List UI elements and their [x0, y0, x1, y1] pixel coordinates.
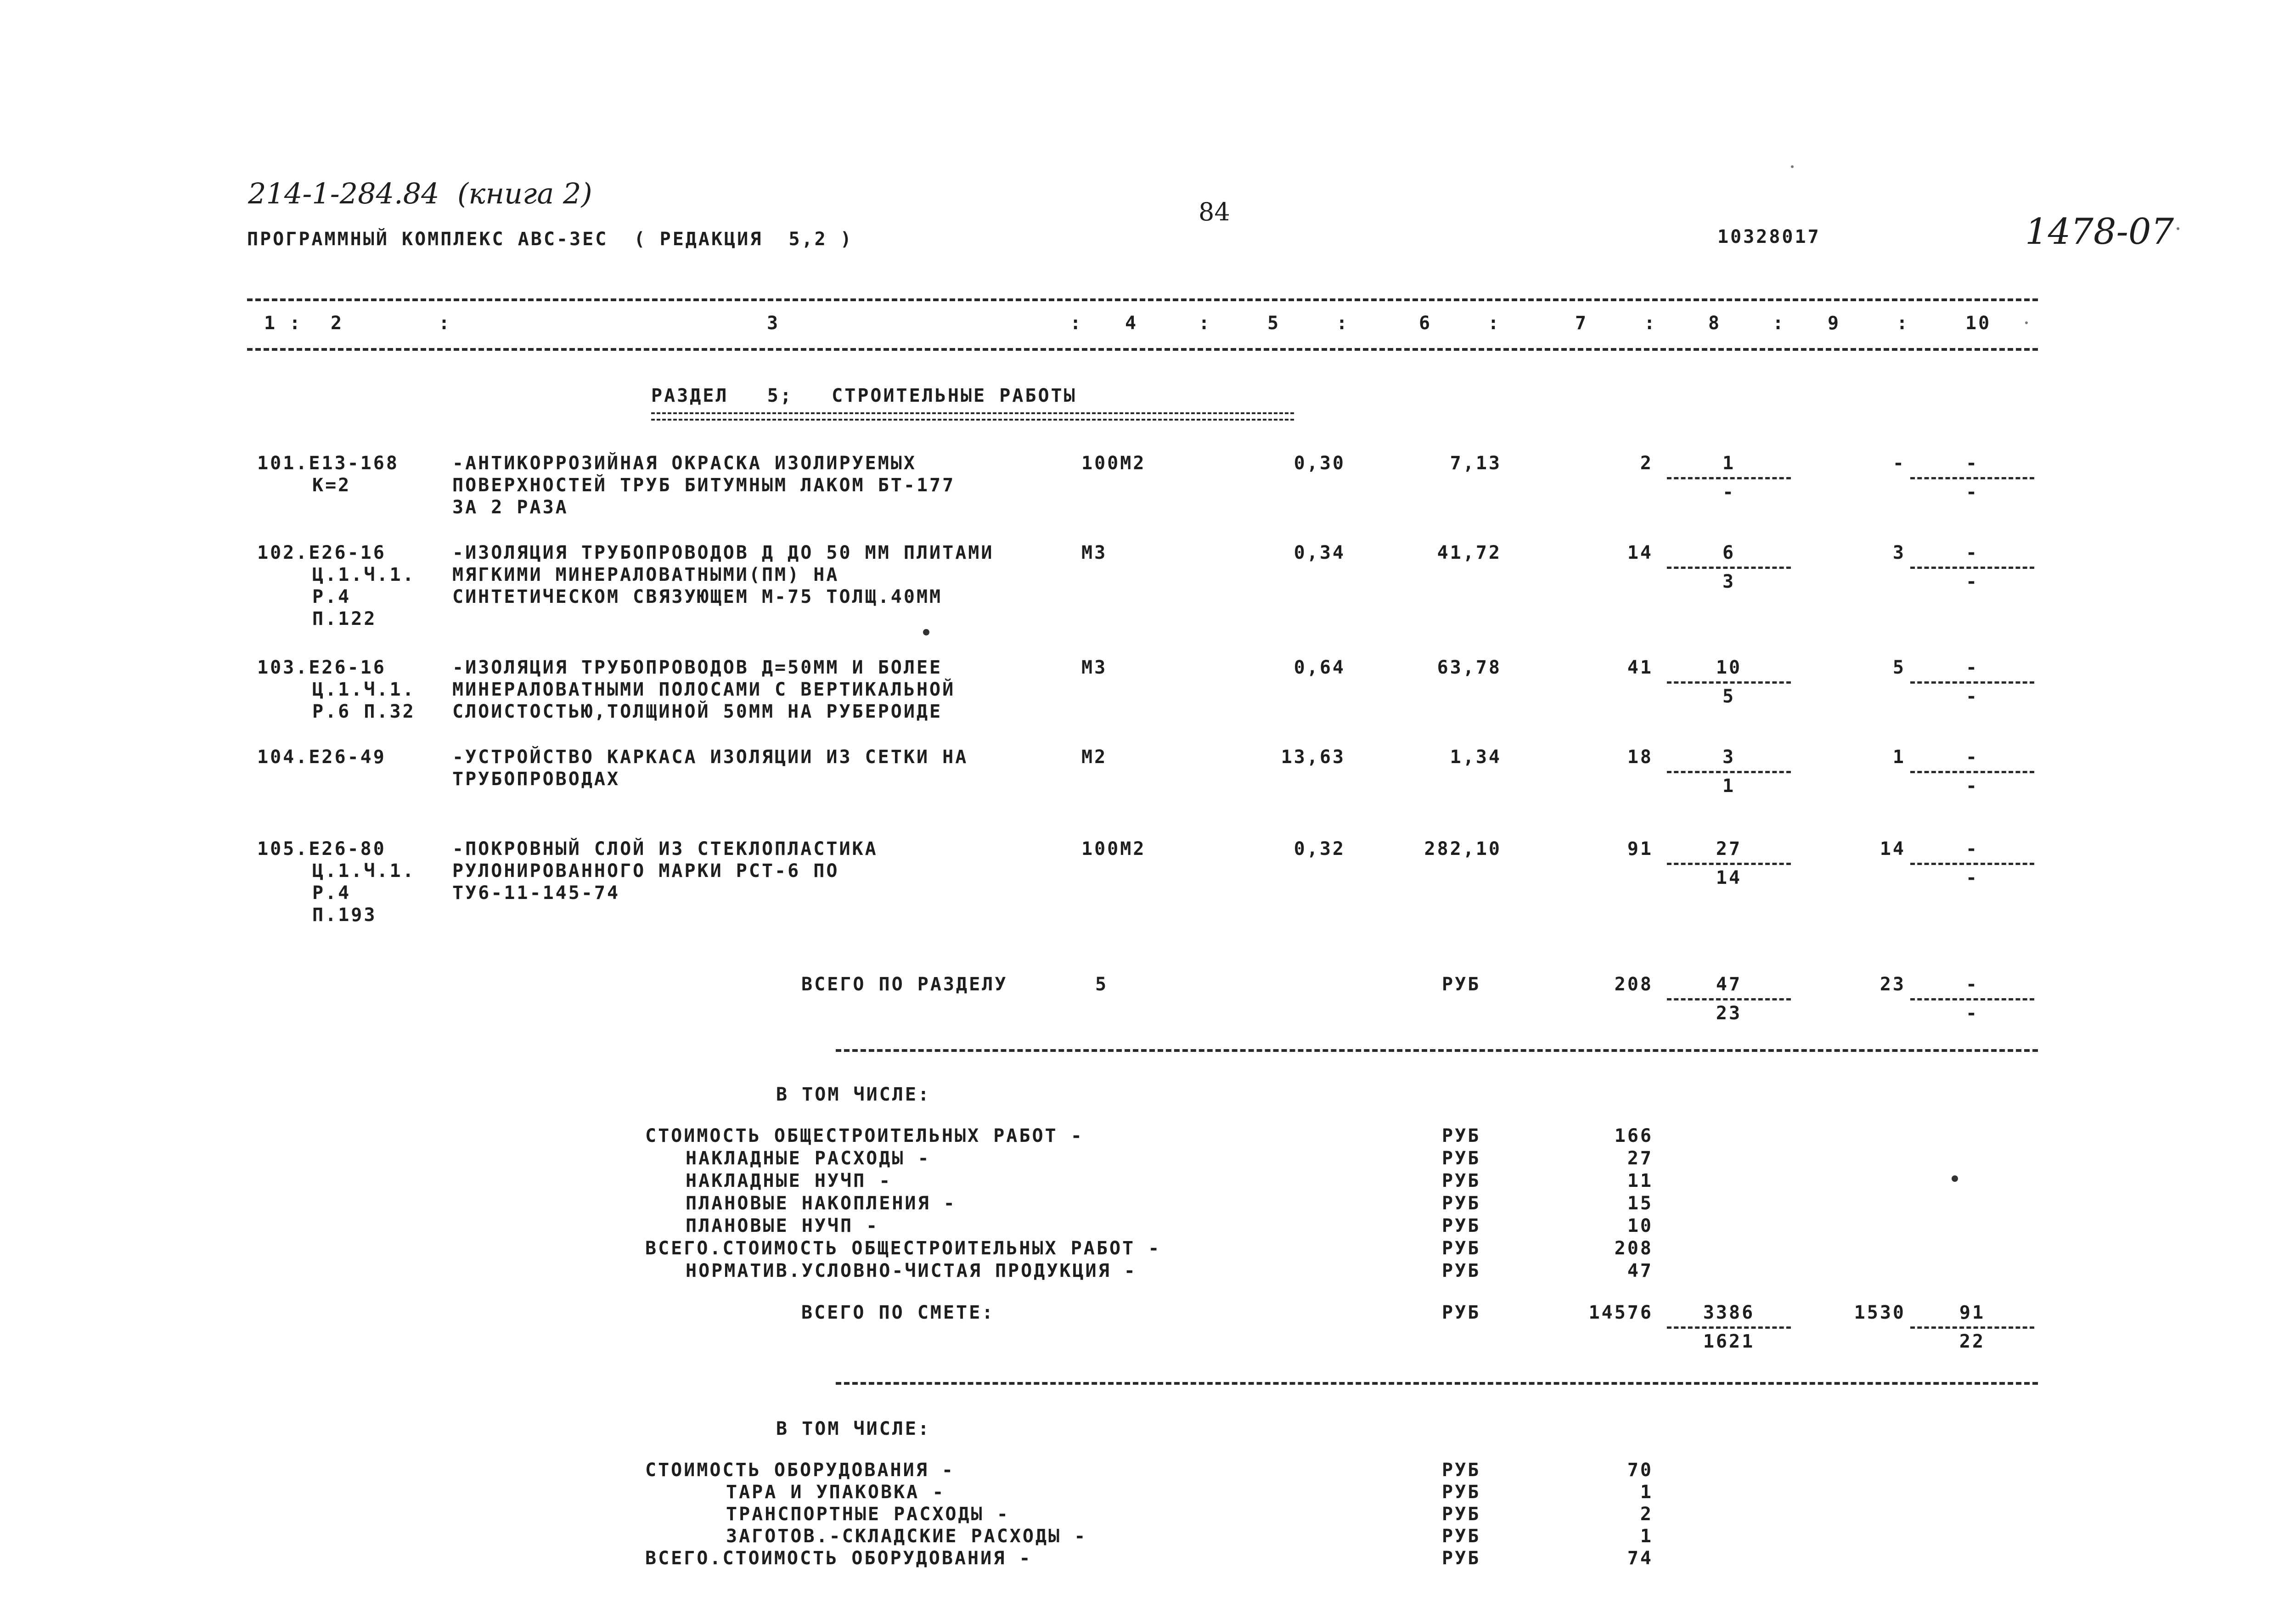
including-item-label: СТОИМОСТЬ ОБЩЕСТРОИТЕЛЬНЫХ РАБОТ -	[645, 1125, 1084, 1146]
column-separator: :	[1896, 313, 1910, 334]
row-quantity: 13,63	[1281, 747, 1345, 768]
column-header-5: 5	[1267, 313, 1281, 334]
row-number: 101.E13-168	[257, 453, 399, 474]
row-materials	[1910, 452, 2034, 503]
row-description: ТУ6-11-145-74	[452, 882, 620, 904]
row-wages-bar	[1667, 863, 1791, 865]
row-materials-bar	[1910, 771, 2034, 773]
row-materials-top: -	[1965, 542, 1979, 563]
row-wages-top: 27	[1716, 838, 1742, 860]
column-separator: :	[1070, 313, 1083, 334]
row-unit-price: 1,34	[1450, 747, 1502, 768]
including-item-value: 1	[1640, 1526, 1653, 1547]
header-top-rule	[247, 298, 2038, 301]
row-quantity: 0,30	[1294, 453, 1345, 474]
estimate-total-machine-cost: 1530	[1854, 1302, 1906, 1323]
row-materials	[1910, 838, 2034, 889]
row-wages-bottom: 14	[1716, 867, 1742, 888]
row-materials-bar	[1910, 477, 2034, 479]
row-unit: М3	[1081, 542, 1108, 563]
row-materials-bar	[1910, 681, 2034, 684]
row-unit: 100М2	[1081, 453, 1146, 474]
including-item-label: СТОИМОСТЬ ОБОРУДОВАНИЯ -	[645, 1460, 955, 1481]
row-machine-cost: 3	[1892, 542, 1906, 563]
including-item-unit: РУБ	[1442, 1170, 1481, 1191]
section-total-machine-cost: 23	[1880, 974, 1906, 995]
row-norm-code: П.193	[312, 905, 377, 926]
estimate-total-materials-top: 91	[1959, 1302, 1986, 1323]
including-item-label: ПЛАНОВЫЕ НАКОПЛЕНИЯ -	[686, 1193, 957, 1214]
including-item-value: 15	[1627, 1193, 1653, 1214]
row-norm-code: Р.4	[312, 586, 351, 607]
row-norm-code: Ц.1.Ч.1.	[312, 564, 416, 585]
row-description: -ИЗОЛЯЦИЯ ТРУБОПРОВОДОВ Д=50ММ И БОЛЕЕ	[452, 657, 943, 678]
column-header-4: 4	[1125, 313, 1138, 334]
estimate-total-wages-bottom: 1621	[1703, 1331, 1755, 1352]
row-norm-code: П.122	[312, 608, 377, 629]
row-wages-bottom: 3	[1722, 571, 1736, 592]
row-materials	[1910, 746, 2034, 797]
including-item-unit: РУБ	[1442, 1215, 1481, 1236]
column-header-1: 1	[264, 313, 277, 334]
estimate-total-unit: РУБ	[1442, 1302, 1481, 1323]
row-number: 105.E26-80	[257, 838, 386, 860]
including-item-label: НАКЛАДНЫЕ НУЧП -	[686, 1170, 892, 1191]
row-unit-price: 282,10	[1424, 838, 1502, 860]
column-header-7: 7	[1575, 313, 1588, 334]
row-quantity: 0,34	[1294, 542, 1345, 563]
row-wages-bottom: 5	[1722, 686, 1736, 707]
row-number: 104.E26-49	[257, 747, 386, 768]
row-total-cost: 14	[1627, 542, 1653, 563]
row-machine-cost: 14	[1880, 838, 1906, 860]
including-item-value: 11	[1627, 1170, 1653, 1191]
row-description: -ИЗОЛЯЦИЯ ТРУБОПРОВОДОВ Д ДО 50 ММ ПЛИТАМИ	[452, 542, 994, 563]
row-materials-top: -	[1965, 453, 1979, 474]
page-number: 84	[1199, 197, 1230, 226]
row-materials	[1910, 542, 2034, 593]
archive-stamp-number: 1478-07	[2025, 211, 2174, 253]
row-wages-bar	[1667, 567, 1791, 569]
document-reference: 214-1-284.84 (книга 2)	[248, 177, 592, 210]
column-separator: :	[1773, 313, 1786, 334]
including-heading-1: В ТОМ ЧИСЛЕ:	[776, 1084, 931, 1105]
row-description: -УСТРОЙСТВО КАРКАСА ИЗОЛЯЦИИ ИЗ СЕТКИ НА	[452, 747, 968, 768]
column-header-6: 6	[1419, 313, 1432, 334]
section-total-unit: РУБ	[1442, 974, 1481, 995]
including-item-label: ВСЕГО.СТОИМОСТЬ ОБОРУДОВАНИЯ -	[645, 1548, 1032, 1569]
row-unit-price: 7,13	[1450, 453, 1502, 474]
row-wages-bar	[1667, 681, 1791, 684]
including-heading-2: В ТОМ ЧИСЛЕ:	[776, 1418, 931, 1439]
including-item-value: 208	[1614, 1238, 1653, 1259]
row-materials	[1910, 657, 2034, 708]
section-total-materials-bottom: -	[1965, 1003, 1979, 1024]
section-total-number: 5	[1095, 974, 1109, 995]
row-total-cost: 41	[1627, 657, 1653, 678]
row-materials-top: -	[1965, 747, 1979, 768]
row-description: МИНЕРАЛОВАТНЫМИ ПОЛОСАМИ С ВЕРТИКАЛЬНОЙ	[452, 679, 956, 700]
row-description: МЯГКИМИ МИНЕРАЛОВАТНЫМИ(ПМ) НА	[452, 564, 839, 585]
column-header-3: 3	[767, 313, 780, 334]
including-item-label: НАКЛАДНЫЕ РАСХОДЫ -	[686, 1148, 931, 1169]
section-total-rule	[836, 1049, 2038, 1052]
column-separator: :	[289, 313, 303, 334]
document-code: 10328017	[1717, 226, 1821, 247]
including-item-value: 74	[1627, 1548, 1653, 1569]
section-total-wages-bottom: 23	[1716, 1003, 1742, 1024]
estimate-total-materials	[1910, 1302, 2034, 1353]
including-item-unit: РУБ	[1442, 1482, 1481, 1503]
estimate-total-materials-bar	[1910, 1326, 2034, 1329]
including-item-value: 2	[1640, 1504, 1653, 1525]
column-separator: :	[1488, 313, 1501, 334]
header-bottom-rule	[247, 348, 2038, 351]
including-item-value: 70	[1627, 1460, 1653, 1481]
column-header-8: 8	[1708, 313, 1722, 334]
section-title: РАЗДЕЛ 5; СТРОИТЕЛЬНЫЕ РАБОТЫ	[651, 385, 1077, 406]
including-item-unit: РУБ	[1442, 1125, 1481, 1146]
row-norm-code: Ц.1.Ч.1.	[312, 860, 416, 882]
row-unit-price: 41,72	[1437, 542, 1502, 563]
estimate-total-label: ВСЕГО ПО СМЕТЕ:	[801, 1302, 995, 1323]
section-total-materials-top: -	[1965, 974, 1979, 995]
including-item-unit: РУБ	[1442, 1526, 1481, 1547]
including-item-label: НОРМАТИВ.УСЛОВНО-ЧИСТАЯ ПРОДУКЦИЯ -	[686, 1260, 1137, 1281]
including-item-unit: РУБ	[1442, 1193, 1481, 1214]
including-item-label: ПЛАНОВЫЕ НУЧП -	[686, 1215, 879, 1236]
row-unit: М2	[1081, 747, 1108, 768]
row-unit: 100М2	[1081, 838, 1146, 860]
row-materials-bottom: -	[1965, 775, 1979, 797]
row-machine-cost: 5	[1892, 657, 1906, 678]
row-description: РУЛОНИРОВАННОГО МАРКИ РСТ-6 ПО	[452, 860, 839, 882]
row-total-cost: 2	[1640, 453, 1653, 474]
estimate-total-rule	[836, 1382, 2038, 1385]
estimate-total-wages-top: 3386	[1703, 1302, 1755, 1323]
section-total-cost: 208	[1614, 974, 1653, 995]
section-total-label: ВСЕГО ПО РАЗДЕЛУ	[801, 974, 1008, 995]
including-item-value: 166	[1614, 1125, 1653, 1146]
row-materials-bottom: -	[1965, 867, 1979, 888]
row-description: СЛОИСТОСТЬЮ,ТОЛЩИНОЙ 50ММ НА РУБЕРОИДЕ	[452, 701, 943, 722]
column-header-2: 2	[331, 313, 344, 334]
row-norm-code: К=2	[312, 475, 351, 496]
row-wages-bottom: 1	[1722, 775, 1736, 797]
including-item-label: ЗАГОТОВ.-СКЛАДСКИЕ РАСХОДЫ -	[726, 1526, 1087, 1547]
row-wages-top: 10	[1716, 657, 1742, 678]
including-item-unit: РУБ	[1442, 1548, 1481, 1569]
row-materials-bottom: -	[1965, 686, 1979, 707]
section-title-underline	[651, 412, 1294, 421]
row-materials-bar	[1910, 863, 2034, 865]
row-wages-bottom: -	[1722, 482, 1736, 503]
row-total-cost: 91	[1627, 838, 1653, 860]
section-total-materials	[1910, 973, 2034, 1024]
column-header-9: 9	[1828, 313, 1841, 334]
row-quantity: 0,64	[1294, 657, 1345, 678]
program-title: ПРОГРАММНЫЙ КОМПЛЕКС АВС-3ЕС ( РЕДАКЦИЯ 5,2 )	[247, 229, 853, 250]
row-wages-top: 3	[1722, 747, 1736, 768]
estimate-total-cost: 14576	[1588, 1302, 1653, 1323]
column-separator: :	[1644, 313, 1657, 334]
including-item-label: ВСЕГО.СТОИМОСТЬ ОБЩЕСТРОИТЕЛЬНЫХ РАБОТ -	[645, 1238, 1161, 1259]
row-description: -ПОКРОВНЫЙ СЛОЙ ИЗ СТЕКЛОПЛАСТИКА	[452, 838, 878, 860]
section-total-wages-bar	[1667, 998, 1791, 1000]
column-separator: :	[1336, 313, 1350, 334]
column-separator: :	[1199, 313, 1212, 334]
column-header-10: 10	[1965, 313, 1992, 334]
row-total-cost: 18	[1627, 747, 1653, 768]
row-description: -АНТИКОРРОЗИЙНАЯ ОКРАСКА ИЗОЛИРУЕМЫХ	[452, 453, 917, 474]
row-wages-bar	[1667, 771, 1791, 773]
row-description: ЗА 2 РАЗА	[452, 497, 568, 518]
column-separator: :	[439, 313, 452, 334]
including-item-value: 10	[1627, 1215, 1653, 1236]
including-item-value: 27	[1627, 1148, 1653, 1169]
row-wages-bar	[1667, 477, 1791, 479]
row-description: ПОВЕРХНОСТЕЙ ТРУБ БИТУМНЫМ ЛАКОМ БТ-177	[452, 475, 956, 496]
including-item-unit: РУБ	[1442, 1504, 1481, 1525]
row-materials-bar	[1910, 567, 2034, 569]
row-materials-top: -	[1965, 657, 1979, 678]
row-description: ТРУБОПРОВОДАХ	[452, 769, 620, 790]
including-item-unit: РУБ	[1442, 1260, 1481, 1281]
row-number: 102.E26-16	[257, 542, 386, 563]
row-norm-code: Р.6 П.32	[312, 701, 416, 722]
row-description: СИНТЕТИЧЕСКОМ СВЯЗУЮЩЕМ М-75 ТОЛЩ.40ММ	[452, 586, 943, 607]
section-total-wages-top: 47	[1716, 974, 1742, 995]
including-item-label: ТРАНСПОРТНЫЕ РАСХОДЫ -	[726, 1504, 1010, 1525]
row-number: 103.E26-16	[257, 657, 386, 678]
row-norm-code: Р.4	[312, 882, 351, 904]
row-materials-bottom: -	[1965, 571, 1979, 592]
section-total-materials-bar	[1910, 998, 2034, 1000]
row-wages-top: 6	[1722, 542, 1736, 563]
row-materials-top: -	[1965, 838, 1979, 860]
row-machine-cost: -	[1892, 453, 1906, 474]
row-machine-cost: 1	[1892, 747, 1906, 768]
including-item-unit: РУБ	[1442, 1238, 1481, 1259]
including-item-unit: РУБ	[1442, 1148, 1481, 1169]
row-norm-code: Ц.1.Ч.1.	[312, 679, 416, 700]
including-item-value: 47	[1627, 1260, 1653, 1281]
row-quantity: 0,32	[1294, 838, 1345, 860]
estimate-total-wages-bar	[1667, 1326, 1791, 1329]
row-unit-price: 63,78	[1437, 657, 1502, 678]
row-unit: М3	[1081, 657, 1108, 678]
including-item-unit: РУБ	[1442, 1460, 1481, 1481]
including-item-value: 1	[1640, 1482, 1653, 1503]
row-wages-top: 1	[1722, 453, 1736, 474]
including-item-label: ТАРА И УПАКОВКА -	[726, 1482, 945, 1503]
row-materials-bottom: -	[1965, 482, 1979, 503]
estimate-total-materials-bottom: 22	[1959, 1331, 1986, 1352]
